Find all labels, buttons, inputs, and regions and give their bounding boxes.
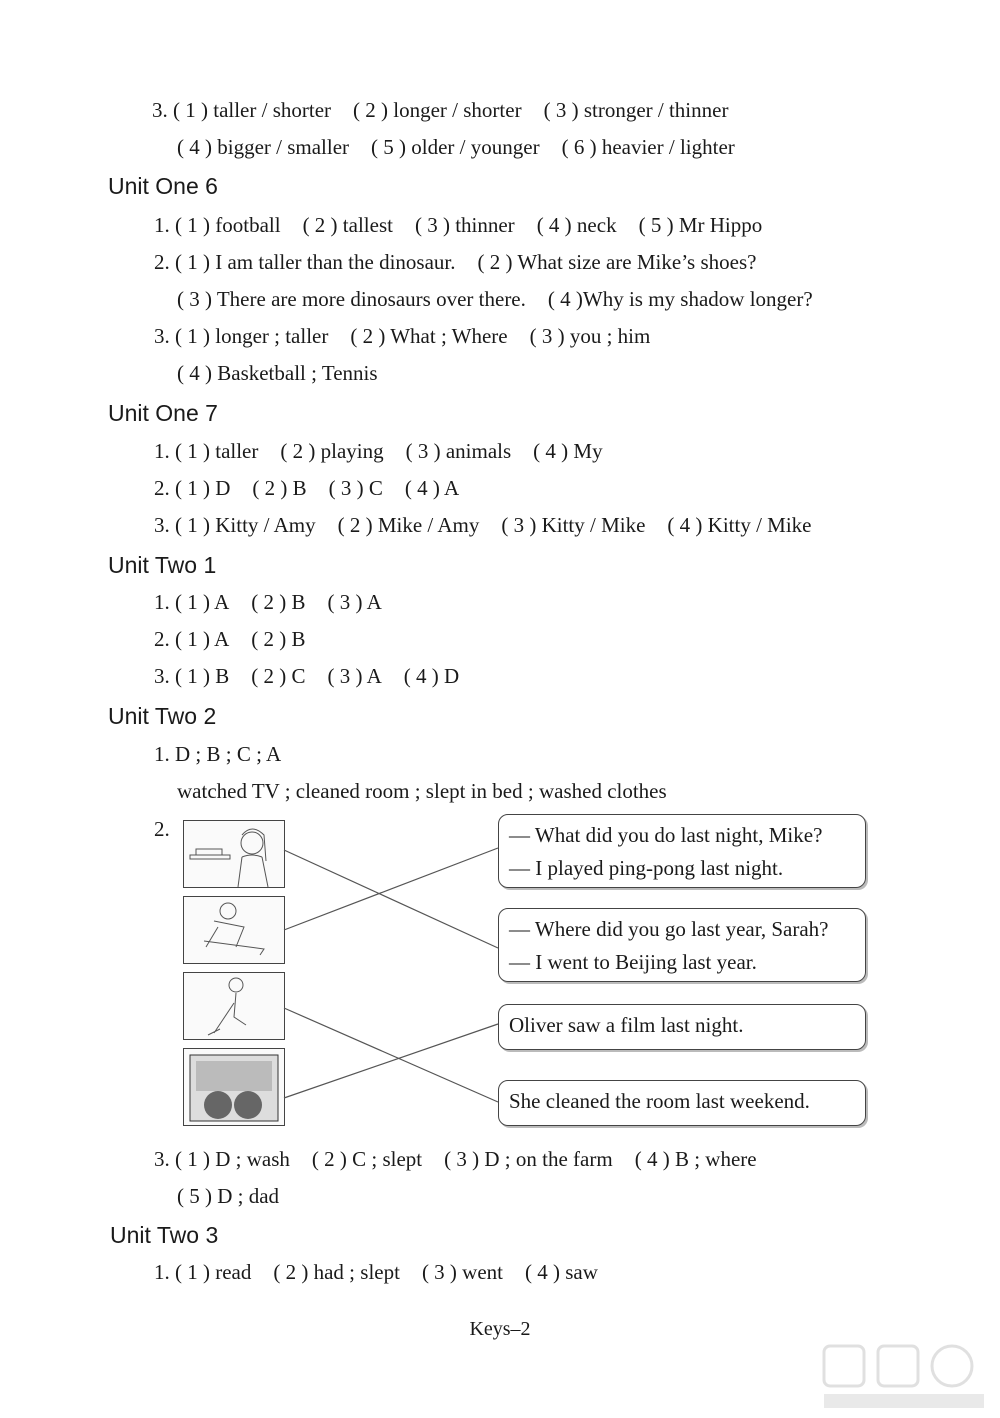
answer-line: 1. ( 1 ) football ( 2 ) tallest ( 3 ) thinner ( 4 ) neck ( 5 ) Mr Hippo	[154, 213, 763, 237]
answer-line: 1. D ; B ; C ; A	[154, 742, 282, 766]
unit-heading: Unit Two 3	[110, 1222, 219, 1248]
girl-tv-icon	[184, 821, 284, 887]
unit-heading: Unit One 7	[108, 400, 218, 426]
answer-line: 3. ( 1 ) D ; wash ( 2 ) C ; slept ( 3 ) D ; on the farm ( 4 ) B ; where	[154, 1147, 757, 1171]
unit-heading: Unit One 6	[108, 173, 218, 199]
picture-boy-bed	[183, 896, 285, 964]
dialogue-line: — I went to Beijing last year.	[509, 950, 757, 974]
sentence-box	[498, 1004, 866, 1050]
picture-girl-cleaning	[183, 972, 285, 1040]
cinema-icon	[184, 1049, 284, 1125]
answer-line: ( 4 ) bigger / smaller ( 5 ) older / younger ( 6 ) heavier / lighter	[177, 135, 735, 159]
answer-line: 1. ( 1 ) taller ( 2 ) playing ( 3 ) animals ( 4 ) My	[154, 439, 603, 463]
unit-heading: Unit Two 2	[108, 703, 217, 729]
answer-line: 3. ( 1 ) taller / shorter ( 2 ) longer / shorter ( 3 ) stronger / thinner	[152, 98, 729, 122]
sentence-text: Oliver saw a film last night.	[509, 1013, 744, 1037]
dialogue-box	[498, 814, 866, 888]
dialogue-box	[498, 908, 866, 982]
watermark-logo	[820, 1342, 990, 1412]
picture-cinema	[183, 1048, 285, 1126]
answer-line: 3. ( 1 ) B ( 2 ) C ( 3 ) A ( 4 ) D	[154, 664, 460, 688]
dialogue-line: — I played ping-pong last night.	[509, 856, 784, 880]
answer-line: ( 3 ) There are more dinosaurs over there. ( 4 )Why is my shadow longer?	[177, 287, 813, 311]
dialogue-line: — Where did you go last year, Sarah?	[509, 917, 829, 941]
answer-line: ( 4 ) Basketball ; Tennis	[177, 361, 378, 385]
answer-line: 2. ( 1 ) A ( 2 ) B	[154, 627, 306, 651]
answer-line: watched TV ; cleaned room ; slept in bed ; washed clothes	[177, 779, 667, 803]
answer-line: 1. ( 1 ) read ( 2 ) had ; slept ( 3 ) went ( 4 ) saw	[154, 1260, 598, 1284]
unit-heading: Unit Two 1	[108, 552, 217, 578]
question-number: 2.	[154, 817, 170, 841]
sentence-text: She cleaned the room last weekend.	[509, 1089, 810, 1113]
boy-sleeping-icon	[184, 897, 284, 963]
answer-line: 2. ( 1 ) D ( 2 ) B ( 3 ) C ( 4 ) A	[154, 476, 460, 500]
answer-line: 3. ( 1 ) longer ; taller ( 2 ) What ; Where ( 3 ) you ; him	[154, 324, 651, 348]
answer-line: 1. ( 1 ) A ( 2 ) B ( 3 ) A	[154, 590, 382, 614]
picture-girl-tv	[183, 820, 285, 888]
dialogue-line: — What did you do last night, Mike?	[509, 823, 823, 847]
girl-sweeping-icon	[184, 973, 284, 1039]
answer-line: 3. ( 1 ) Kitty / Amy ( 2 ) Mike / Amy ( 3 ) Kitty / Mike ( 4 ) Kitty / Mike	[154, 513, 812, 537]
answer-line: ( 5 ) D ; dad	[177, 1184, 280, 1208]
answer-line: 2. ( 1 ) I am taller than the dinosaur. ( 2 ) What size are Mike’s shoes?	[154, 250, 757, 274]
page-footer: Keys–2	[469, 1318, 531, 1340]
sentence-box	[498, 1080, 866, 1126]
